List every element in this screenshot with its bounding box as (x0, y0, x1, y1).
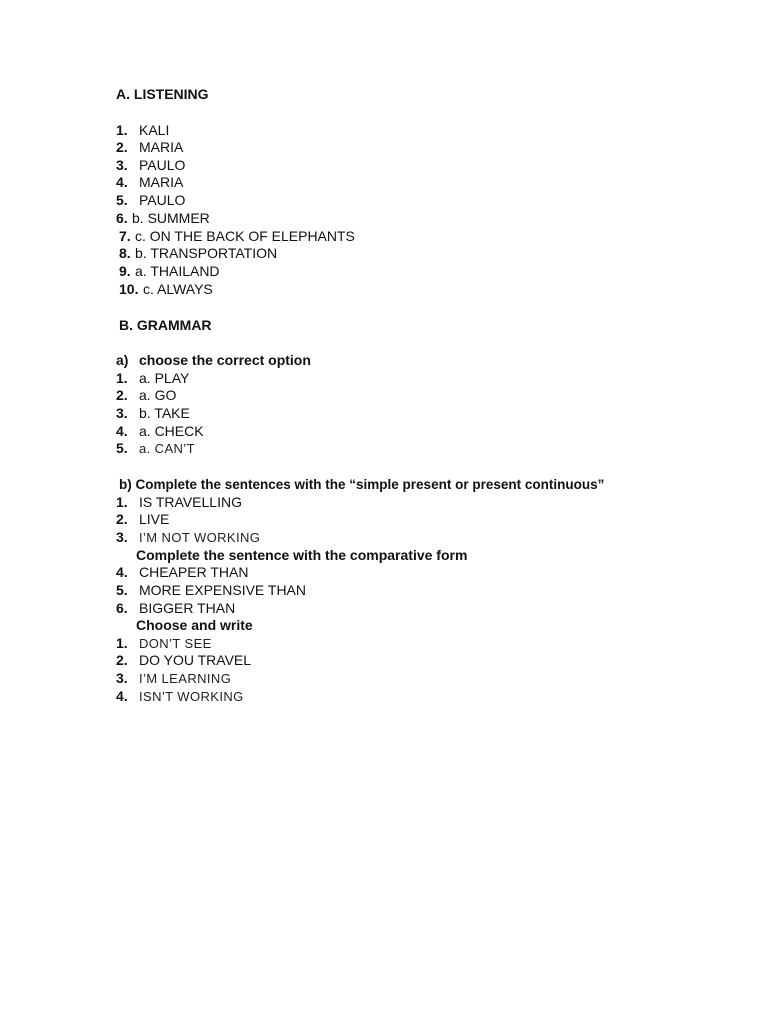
item-number: 9. (119, 263, 131, 279)
item-number: 2. (116, 511, 128, 527)
part-a-heading (116, 352, 311, 369)
item-answer: I’M LEARNING (139, 671, 232, 686)
list-item (116, 210, 210, 227)
item-answer: MARIA (139, 174, 184, 190)
item-number: 5. (116, 582, 128, 598)
item-number: 6. (116, 210, 128, 226)
item-number: 2. (116, 387, 128, 403)
section-b-title: B. GRAMMAR (119, 317, 212, 333)
item-answer: I’M NOT WORKING (139, 530, 261, 545)
item-answer: IS TRAVELLING (139, 494, 242, 510)
list-item (116, 582, 306, 599)
list-item (119, 263, 220, 280)
list-item (116, 387, 176, 404)
item-number: 3. (116, 157, 128, 173)
item-answer: PAULO (139, 192, 186, 208)
comparative-heading: Complete the sentence with the comparative form (136, 547, 468, 563)
choose-heading: Choose and write (136, 617, 253, 633)
list-item (116, 688, 244, 705)
item-number: 6. (116, 600, 128, 616)
item-number: 5. (116, 192, 128, 208)
item-answer: BIGGER THAN (139, 600, 236, 616)
item-answer: CHEAPER THAN (139, 564, 249, 580)
item-number: 8. (119, 245, 131, 261)
item-number: 4. (116, 423, 128, 439)
list-item (116, 157, 185, 174)
list-item (116, 440, 195, 457)
item-answer: MARIA (139, 139, 184, 155)
list-item (116, 652, 251, 669)
list-item (116, 122, 169, 139)
section-a-title: A. LISTENING (116, 86, 209, 102)
part-a-heading-text: choose the correct option (139, 352, 311, 368)
item-number: 7. (119, 228, 131, 244)
list-item (116, 511, 169, 528)
item-answer: LIVE (139, 511, 170, 527)
item-answer: b. SUMMER (132, 210, 210, 226)
item-answer: c. ALWAYS (143, 281, 213, 297)
item-answer: c. ON THE BACK OF ELEPHANTS (135, 228, 355, 244)
item-number: 2. (116, 652, 128, 668)
part-b-heading: b) Complete the sentences with the “simple present or present continuous” (119, 477, 605, 492)
list-item (116, 635, 212, 652)
list-item (116, 600, 235, 617)
list-item (116, 529, 260, 546)
item-number: 3. (116, 670, 128, 686)
item-answer: PAULO (139, 157, 186, 173)
item-number: 1. (116, 494, 128, 510)
item-number: 4. (116, 688, 128, 704)
item-number: 1. (116, 370, 128, 386)
item-answer: a. THAILAND (135, 263, 220, 279)
item-number: 10. (119, 281, 139, 297)
item-answer: a. GO (139, 387, 177, 403)
item-answer: b. TRANSPORTATION (135, 245, 278, 261)
item-answer: KALI (139, 122, 170, 138)
item-answer: b. TAKE (139, 405, 190, 421)
item-answer: DON’T SEE (139, 636, 212, 651)
list-item (119, 245, 277, 262)
list-item (119, 228, 355, 245)
item-number: 4. (116, 564, 128, 580)
item-number: 1. (116, 122, 128, 138)
item-answer: DO YOU TRAVEL (139, 652, 252, 668)
item-number: 3. (116, 405, 128, 421)
item-number: 1. (116, 635, 128, 651)
item-number: 5. (116, 440, 128, 456)
list-item (119, 281, 213, 298)
list-item (116, 370, 189, 387)
item-number: 4. (116, 174, 128, 190)
item-number: 2. (116, 139, 128, 155)
list-item (116, 670, 231, 687)
list-item (116, 494, 242, 511)
list-item (116, 174, 183, 191)
list-item (116, 564, 248, 581)
item-answer: a. CAN’T (139, 441, 195, 456)
list-item (116, 139, 183, 156)
item-answer: MORE EXPENSIVE THAN (139, 582, 307, 598)
item-answer: ISN’T WORKING (139, 689, 244, 704)
item-answer: a. PLAY (139, 370, 190, 386)
part-a-label: a) (116, 352, 129, 368)
list-item (116, 192, 185, 209)
item-number: 3. (116, 529, 128, 545)
list-item (116, 405, 190, 422)
list-item (116, 423, 204, 440)
item-answer: a. CHECK (139, 423, 204, 439)
